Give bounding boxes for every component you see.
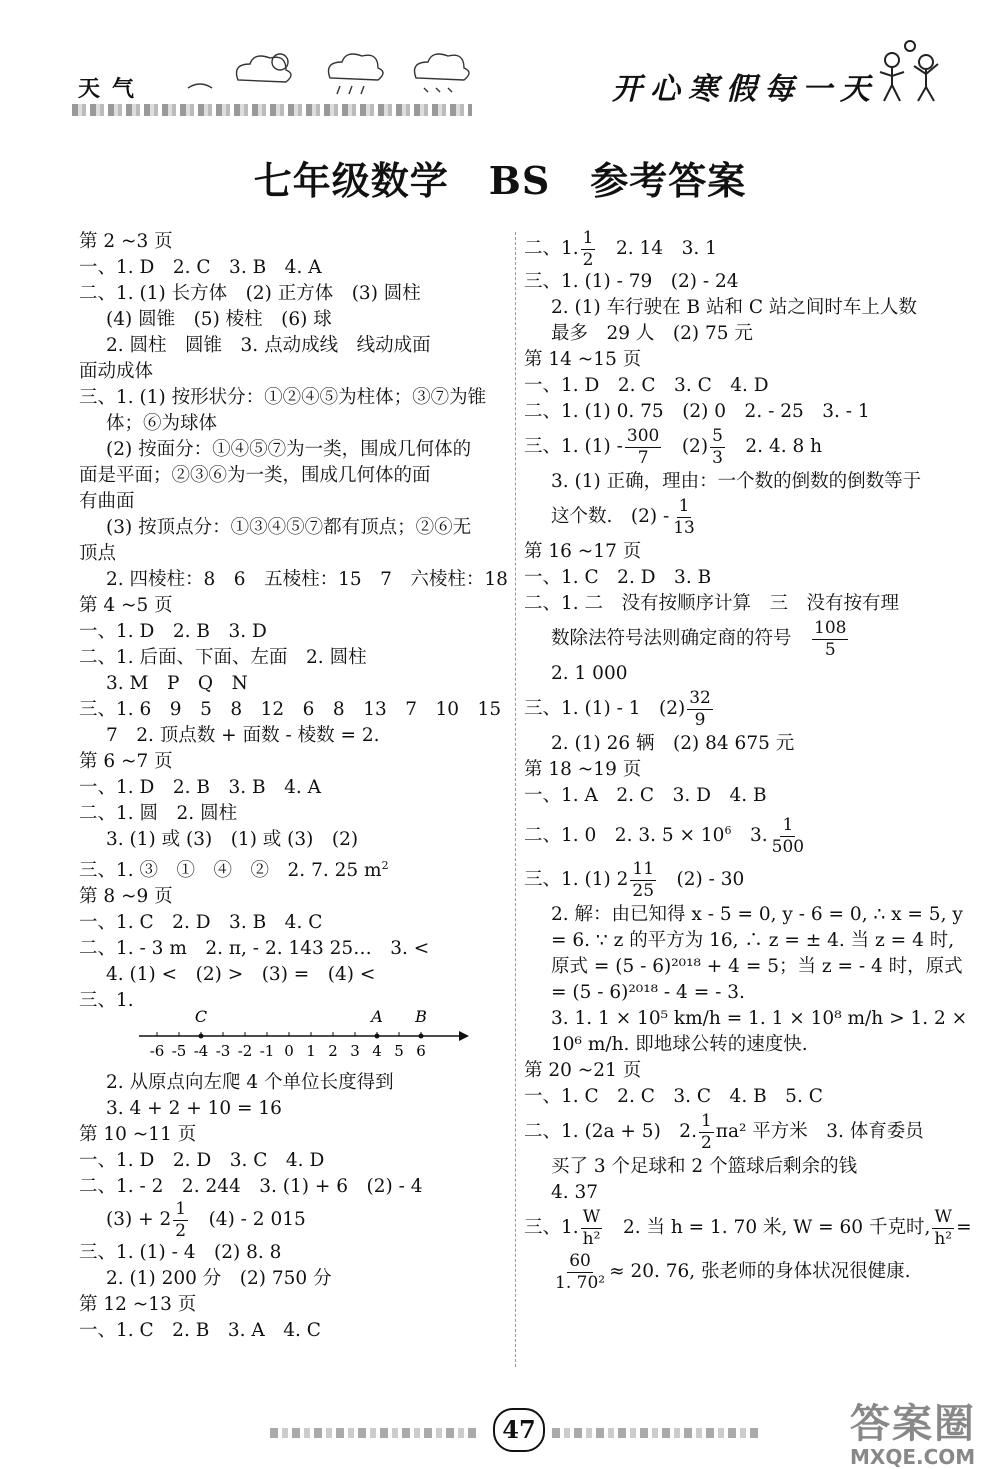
section-heading: 第 4 ~5 页 xyxy=(79,595,173,616)
numerator: 5 xyxy=(712,425,723,446)
answer-line: 4. (1) < (2) > (3) = (4) < xyxy=(106,964,376,986)
section-heading: 第 12 ~13 页 xyxy=(79,1294,197,1316)
answer-text: 2. 4. 8 h xyxy=(745,436,823,457)
answer-text: 数除法符号法则确定商的符号 xyxy=(551,628,792,649)
denominator: 2 xyxy=(582,249,594,270)
number-line-tick-label: -5 xyxy=(171,1042,187,1061)
number-line-tick-label: -1 xyxy=(259,1042,275,1061)
answer-line: (2) 按面分：①④⑤⑦为一类，围成几何体的 xyxy=(106,439,472,460)
answer-line: 顶点 xyxy=(79,543,117,564)
answer-line: 3. 1. 1 × 10⁵ km/h = 1. 1 × 10⁸ m/h > 1. 2 × xyxy=(551,1008,968,1030)
fraction xyxy=(687,687,713,730)
denominator: 2 xyxy=(175,1220,187,1241)
answer-line: 3. 4 + 2 + 10 = 16 xyxy=(106,1098,282,1120)
answer-line: 二、1. 二 没有按顺序计算 三 没有按有理 xyxy=(524,593,900,614)
kids-illustration xyxy=(870,40,950,110)
fraction xyxy=(625,425,661,468)
number-line-tick-label: 6 xyxy=(416,1042,426,1061)
answer-text: 2. 14 3. 1 xyxy=(616,238,717,259)
fraction xyxy=(581,1206,603,1249)
answer-text: (2) xyxy=(681,436,709,457)
answer-line: 体；⑥为球体 xyxy=(106,413,218,434)
title-edition: BS xyxy=(488,158,551,203)
number-line-tick-label: 5 xyxy=(394,1042,404,1061)
answer-line: 一、1. D 2. B 3. B 4. A xyxy=(79,777,322,798)
numerator: 60 xyxy=(569,1250,591,1271)
answer-line: 一、1. C 2. D 3. B 4. C xyxy=(79,912,323,934)
section-heading: 第 14 ~15 页 xyxy=(524,349,642,370)
answer-text: (3) + 2 xyxy=(106,1209,172,1231)
number-line-tick-label: 4 xyxy=(372,1042,382,1061)
answer-line: 3. M P Q N xyxy=(106,673,248,694)
answer-text: 3. xyxy=(749,825,768,847)
answer-line: 一、1. A 2. C 3. D 4. B xyxy=(524,785,767,806)
footer-decoration-left xyxy=(270,1428,480,1438)
answer-text: 二、1. 0 2. 3. 5 × 10 xyxy=(524,825,725,847)
numerator: W xyxy=(934,1206,952,1227)
denominator: 3 xyxy=(712,447,723,468)
answer-line: 三、1. xyxy=(79,990,134,1012)
number-line-tick-label: 2 xyxy=(328,1042,338,1061)
answer-text: ≈ 20. 76, 张老师的身体状况很健康. xyxy=(609,1261,911,1283)
answer-line: = 6. ∵ z 的平方为 16, ∴ z = ± 4. 当 z = 4 时, xyxy=(551,930,955,952)
denominator: 7 xyxy=(637,447,649,468)
fraction xyxy=(630,858,656,901)
weather-label: 天气 xyxy=(78,76,147,102)
watermark-top: 答案圈 xyxy=(850,1401,976,1447)
answer-text: 2. 当 h = 1. 70 米, W = 60 千克时, xyxy=(622,1217,931,1239)
watermark-bottom: MXQE.COM xyxy=(850,1445,976,1469)
answer-line: 2. (1) 200 分 (2) 750 分 xyxy=(106,1268,332,1290)
answer-line: 一、1. D 2. C 3. C 4. D xyxy=(524,375,769,396)
fraction xyxy=(553,1250,607,1293)
happy-holiday-title: 开心寒假每一天 xyxy=(612,72,878,107)
answer-line xyxy=(524,687,954,731)
answer-line xyxy=(79,1200,504,1240)
fraction xyxy=(812,617,848,660)
answer-line: 一、1. D 2. D 3. C 4. D xyxy=(79,1150,325,1172)
answer-line: 二、1. 圆 2. 圆柱 xyxy=(79,803,238,824)
answer-text: 二、1. xyxy=(524,238,579,259)
answer-line: 二、1. - 2 2. 244 3. (1) + 6 (2) - 4 xyxy=(79,1176,423,1198)
answer-line: 买了 3 个足球和 2 个篮球后剩余的钱 xyxy=(551,1156,858,1178)
denominator: 13 xyxy=(673,517,695,538)
number-line-point xyxy=(199,1034,204,1039)
answer-text: (4) - 2 015 xyxy=(208,1209,306,1231)
answer-line: 三、1. 6 9 5 8 12 6 8 13 7 10 15 xyxy=(79,699,502,720)
numerator: 32 xyxy=(689,687,711,708)
number-line-tick-label: -4 xyxy=(193,1042,209,1061)
number-line-tick-label: 3 xyxy=(350,1042,360,1061)
denominator: h² xyxy=(934,1228,953,1249)
title-answers: 参考答案 xyxy=(590,158,747,203)
answer-line: (3) 按顶点分：①③④⑤⑦都有顶点；②⑥无 xyxy=(106,517,472,538)
header-decoration-line xyxy=(72,104,472,116)
answer-line: 有曲面 xyxy=(79,491,135,512)
answer-line xyxy=(524,1250,954,1294)
answer-line: 10⁶ m/h. 即地球公转的速度快. xyxy=(551,1034,808,1056)
answer-line: 一、1. C 2. C 3. C 4. B 5. C xyxy=(524,1086,823,1108)
answer-text: πa² 平方米 3. 体育委员 xyxy=(715,1121,924,1143)
answer-line: 2. 四棱柱：8 6 五棱柱：15 7 六棱柱：18 xyxy=(106,569,508,590)
numerator: 300 xyxy=(626,425,660,446)
number-line-tick-label: -6 xyxy=(149,1042,165,1061)
section-heading: 第 10 ~11 页 xyxy=(79,1124,197,1146)
section-heading: 第 8 ~9 页 xyxy=(79,886,173,908)
section-heading: 第 2 ~3 页 xyxy=(79,231,173,252)
denominator: 500 xyxy=(771,836,805,857)
answer-line: 2. 1 000 xyxy=(551,663,628,684)
denominator: 5 xyxy=(824,639,836,660)
denominator: h² xyxy=(582,1228,601,1249)
answer-line xyxy=(524,617,954,661)
denominator: 9 xyxy=(694,709,706,730)
answer-line: 一、1. C 2. B 3. A 4. C xyxy=(79,1320,321,1342)
answer-line: 一、1. C 2. D 3. B xyxy=(524,567,712,588)
answer-line: 三、1. (1) - 79 (2) - 24 xyxy=(524,271,739,292)
page-title xyxy=(0,150,1000,205)
number-line-svg xyxy=(139,1004,469,1070)
denominator: 1. 70² xyxy=(555,1272,606,1293)
numerator: 1 xyxy=(582,227,594,248)
fraction xyxy=(671,495,697,538)
answer-text: 三、1. (1) 2 xyxy=(524,869,629,891)
answer-line: 3. (1) 正确，理由：一个数的倒数的倒数等于 xyxy=(551,471,922,492)
answer-line: 4. 37 xyxy=(551,1182,599,1204)
answer-line: 二、1. - 3 m 2. π, - 2. 143 25… 3. < xyxy=(79,938,430,960)
answer-line: 二、1. 后面、下面、左面 2. 圆柱 xyxy=(79,647,367,668)
fraction xyxy=(173,1198,188,1241)
answer-line xyxy=(524,1110,954,1154)
answer-line: 原式 = (5 - 6)²⁰¹⁸ + 4 = 5；当 z = - 4 时，原式 xyxy=(551,956,963,978)
answer-text: 三、1. (1) - xyxy=(524,436,623,457)
page-header xyxy=(0,0,1000,140)
answer-line xyxy=(524,858,954,902)
answer-text: 这个数. (2) - xyxy=(551,506,670,527)
answer-line xyxy=(524,425,954,469)
answer-text: 三、1. ③ ① ④ ② 2. 7. 25 m xyxy=(79,860,382,882)
number-line-tick-label: 0 xyxy=(284,1042,294,1061)
superscript: 6 xyxy=(724,824,732,837)
title-subject: 七年级数学 xyxy=(253,158,449,203)
answer-line xyxy=(524,1206,972,1250)
section-heading: 第 18 ~19 页 xyxy=(524,759,642,780)
number-line-point-label: C xyxy=(194,1007,208,1027)
answer-line: 最多 29 人 (2) 75 元 xyxy=(551,323,753,344)
answer-line: 2. 圆柱 圆锥 3. 点动成线 线动成面 xyxy=(106,335,431,356)
numerator: 108 xyxy=(814,617,847,638)
answer-line: 2. (1) 26 辆 (2) 84 675 元 xyxy=(551,733,795,754)
weather-icons xyxy=(170,40,470,106)
number-line-tick-label: -3 xyxy=(215,1042,231,1061)
section-heading: 第 20 ~21 页 xyxy=(524,1060,642,1082)
answer-line xyxy=(524,495,954,539)
number-line-point-label: A xyxy=(371,1007,383,1027)
answer-line: 面动成体 xyxy=(79,361,154,382)
answer-line: 一、1. D 2. B 3. D xyxy=(79,621,267,642)
numerator: W xyxy=(582,1206,601,1227)
column-divider xyxy=(515,232,516,1367)
answer-line xyxy=(524,229,954,269)
superscript: 2 xyxy=(381,859,389,872)
denominator: 25 xyxy=(632,880,655,901)
page-number: 47 xyxy=(493,1408,545,1452)
answer-line: 二、1. (1) 0. 75 (2) 0 2. - 25 3. - 1 xyxy=(524,401,870,422)
fraction xyxy=(770,814,806,857)
fraction xyxy=(710,425,725,468)
answer-line: 三、1. (1) - 4 (2) 8. 8 xyxy=(79,1242,282,1264)
footer-decoration-right xyxy=(552,1428,762,1438)
number-line-tick-label: -2 xyxy=(237,1042,253,1061)
answer-line: 二、1. (1) 长方体 (2) 正方体 (3) 圆柱 xyxy=(79,283,421,304)
answer-text: = xyxy=(956,1217,972,1239)
numerator: 1 xyxy=(782,814,794,835)
answer-line: 一、1. D 2. C 3. B 4. A xyxy=(79,257,322,278)
numerator: 1 xyxy=(175,1198,187,1219)
left-column xyxy=(79,229,508,1344)
answer-line: 2. 从原点向左爬 4 个单位长度得到 xyxy=(106,1072,394,1094)
number-line-point-label: B xyxy=(415,1007,427,1027)
answer-line: 2. 解：由已知得 x - 5 = 0, y - 6 = 0, ∴ x = 5, y xyxy=(551,904,963,926)
answer-line: 7 2. 顶点数 + 面数 - 棱数 = 2. xyxy=(106,725,380,746)
answer-text: 二、1. (2a + 5) 2. xyxy=(524,1121,697,1143)
section-heading: 第 16 ~17 页 xyxy=(524,541,642,562)
right-column xyxy=(524,227,972,1294)
numerator: 1 xyxy=(700,1110,712,1131)
numerator: 11 xyxy=(632,858,655,879)
answer-line: 2. (1) 车行驶在 B 站和 C 站之间时车上人数 xyxy=(551,297,917,318)
numerator: 1 xyxy=(678,495,690,516)
answer-line xyxy=(79,853,504,884)
number-line-tick-label: 1 xyxy=(306,1042,316,1061)
fraction xyxy=(699,1110,714,1153)
answer-line: 面是平面；②③⑥为一类，围成几何体的面 xyxy=(79,465,431,486)
fraction xyxy=(581,227,596,270)
answer-line: = (5 - 6)²⁰¹⁸ - 4 = - 3. xyxy=(551,982,745,1004)
answer-text: (2) - 30 xyxy=(676,869,745,891)
number-line xyxy=(139,1004,469,1070)
denominator: 2 xyxy=(700,1132,712,1153)
fraction xyxy=(932,1206,954,1249)
watermark-logo xyxy=(850,1392,976,1469)
number-line-arrow xyxy=(459,1031,469,1041)
answer-line xyxy=(524,809,954,858)
answer-line: 3. (1) 或 (3) (1) 或 (3) (2) xyxy=(106,829,359,850)
answer-text: 三、1. xyxy=(524,1217,579,1239)
answer-line: 三、1. (1) 按形状分：①②④⑤为柱体；③⑦为锥 xyxy=(79,387,487,408)
answer-line: (4) 圆锥 (5) 棱柱 (6) 球 xyxy=(106,309,332,330)
number-line-point xyxy=(419,1034,424,1039)
section-heading: 第 6 ~7 页 xyxy=(79,751,173,772)
answer-text: 三、1. (1) - 1 (2) xyxy=(524,698,686,719)
number-line-point xyxy=(375,1034,380,1039)
